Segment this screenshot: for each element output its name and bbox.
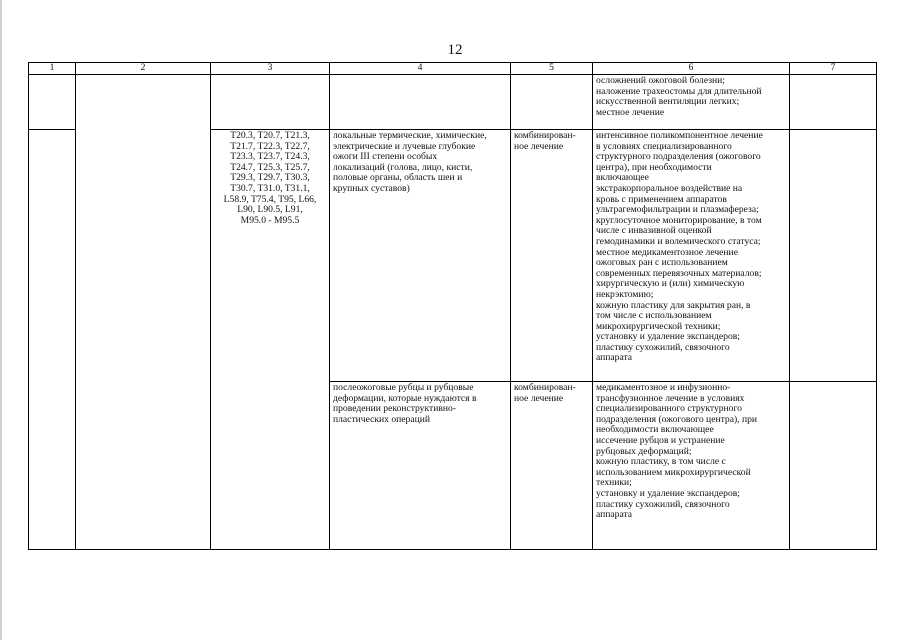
treatment-type-line: комбинирован- — [514, 382, 576, 393]
method-line: микрохирургической техники; — [596, 320, 721, 332]
method-line: центра), при необходимости — [596, 161, 712, 173]
method-line: кожную пластику для закрытия ран, в — [596, 299, 751, 311]
method-line: рубцовых деформаций; — [596, 445, 692, 457]
code-line: T20.3, T20.7, T21.3, — [230, 130, 310, 141]
method-line: современных перевязочных материалов; — [596, 267, 762, 279]
method-line: подразделения (ожогового центра), при — [596, 413, 758, 425]
method-line: ультрагемофильтрации и плазмафереза; — [596, 204, 759, 216]
method-line: включающее — [596, 172, 649, 184]
method-line: числе с инвазивной оценкой — [596, 225, 712, 237]
cell-col7 — [790, 382, 877, 550]
model-line: проведении реконструктивно- — [333, 403, 456, 415]
method-line: установку и удаление экспандеров; — [596, 331, 740, 343]
model-line: послеожоговые рубцы и рубцовые — [333, 382, 474, 393]
method-line: трансфузионное лечение в условиях — [596, 392, 745, 404]
cell-treatment-type — [511, 75, 593, 130]
code-line: T23.3, T23.7, T24.3, — [230, 151, 310, 163]
code-line: T21.7, T22.3, T22.7, — [230, 140, 310, 152]
method-line: искусственной вентиляции легких; — [596, 96, 740, 108]
method-line: круглосуточное мониторирование, в том — [596, 214, 762, 226]
method-line: установку и удаление экспандеров; — [596, 487, 740, 499]
model-line: электрические и лучевые глубокие — [333, 140, 476, 152]
method-line: местное лечение — [596, 106, 665, 118]
column-header-2: 2 — [76, 63, 211, 75]
method-line: техники; — [596, 477, 632, 489]
model-line: деформации, которые нуждаются в — [333, 392, 477, 404]
method-line: кожную пластику, в том числе с — [596, 456, 726, 468]
method-line: наложение трахеостомы для длительной — [596, 85, 762, 97]
cell-model — [330, 130, 511, 382]
treatment-type-line: ное лечение — [514, 140, 564, 152]
method-line: пластику сухожилий, связочного — [596, 341, 730, 353]
column-header-3: 3 — [211, 63, 330, 75]
method-line: структурного подразделения (ожогового — [596, 151, 761, 163]
cell-codes — [211, 75, 330, 130]
cell-col1 — [29, 75, 76, 130]
method-line: аппарата — [596, 352, 633, 364]
method-line: использованием микрохирургической — [596, 466, 751, 478]
cell-model — [330, 75, 511, 130]
method-line: некрэктомию; — [596, 288, 654, 300]
method-line: необходимости включающее — [596, 424, 714, 436]
model-line: пластических операций — [333, 413, 430, 425]
method-line: интенсивное поликомпонентное лечение — [596, 130, 763, 141]
column-header-6: 6 — [593, 63, 790, 75]
method-line: пластику сухожилий, связочного — [596, 498, 730, 510]
method-line: экстракорпоральное воздействие на — [596, 182, 743, 194]
cell-treatment-type — [511, 382, 593, 550]
medical-care-table — [28, 62, 877, 550]
method-line: специализированного структурного — [596, 403, 742, 415]
method-line: в условиях специализированного — [596, 140, 732, 152]
cell-codes — [211, 130, 330, 550]
model-line: крупных суставов) — [333, 182, 410, 194]
cell-model — [330, 382, 511, 550]
method-line: иссечение рубцов и устранение — [596, 434, 725, 446]
table-row — [29, 75, 877, 130]
model-line: локальные термические, химические, — [333, 130, 487, 141]
column-header-4: 4 — [330, 63, 511, 75]
code-line: L90, L90.5, L91, — [237, 204, 303, 216]
method-line: осложнений ожоговой болезни; — [596, 75, 725, 86]
method-line: кровь с применением аппаратов — [596, 193, 727, 205]
cell-col7 — [790, 75, 877, 130]
cell-method — [593, 382, 790, 550]
cell-treatment-type — [511, 130, 593, 382]
code-line: T30.7, T31.0, T31.1, — [230, 182, 310, 194]
code-line: M95.0 - M95.5 — [240, 214, 300, 226]
method-line: том числе с использованием — [596, 310, 712, 322]
cell-method — [593, 130, 790, 382]
method-line: медикаментозное и инфузионно- — [596, 382, 731, 393]
code-line: L58.9, T75.4, T95, L66, — [223, 193, 317, 205]
model-line: локализаций (голова, лицо, кисти, — [333, 161, 473, 173]
column-header-1: 1 — [29, 63, 76, 75]
cell-method — [593, 75, 790, 130]
cell-col2 — [76, 75, 211, 550]
method-line: ожоговых ран с использованием — [596, 257, 728, 269]
code-line: T24.7, T25.3, T25.7, — [230, 161, 310, 173]
method-line: гемодинамики и волемического статуса; — [596, 235, 761, 247]
cell-col1 — [29, 130, 76, 550]
cell-col7 — [790, 130, 877, 382]
column-header-7: 7 — [790, 63, 877, 75]
treatment-type-line: комбинирован- — [514, 130, 576, 141]
treatment-type-line: ное лечение — [514, 392, 564, 404]
code-line: T29.3, T29.7, T30.3, — [230, 172, 310, 184]
method-line: аппарата — [596, 509, 633, 521]
page-edge-line — [0, 0, 2, 640]
page-number: 12 — [447, 42, 463, 58]
column-number-header-row — [29, 63, 877, 75]
method-line: местное медикаментозное лечение — [596, 246, 738, 258]
method-line: хирургическую и (или) химическую — [596, 278, 745, 290]
model-line: ожоги III степени особых — [333, 151, 438, 163]
column-header-5: 5 — [511, 63, 593, 75]
model-line: половые органы, область шеи и — [333, 172, 463, 184]
